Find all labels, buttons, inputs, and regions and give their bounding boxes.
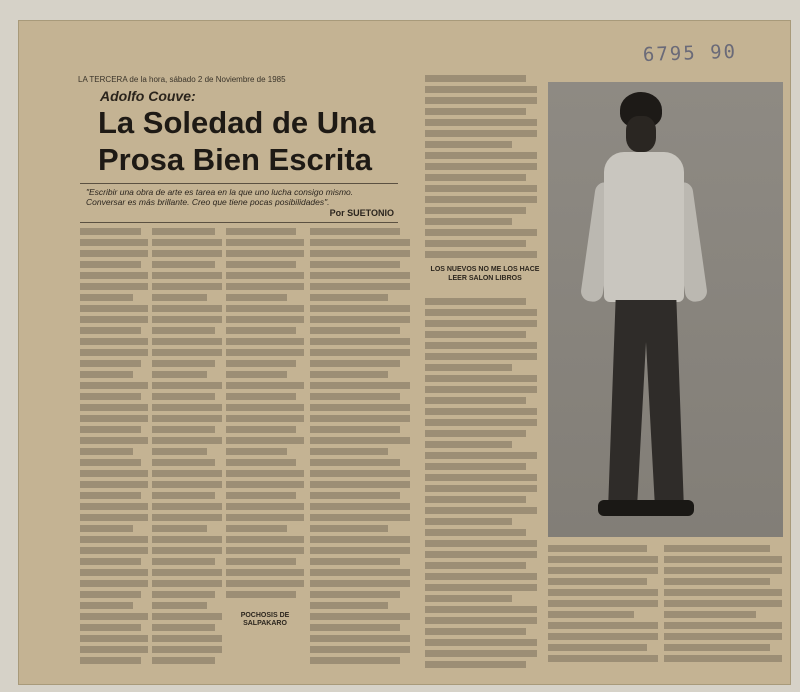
byline: Por SUETONIO <box>329 208 394 218</box>
body-text-line <box>226 415 304 422</box>
body-text-line <box>226 459 296 466</box>
body-text-line <box>80 602 133 609</box>
body-text-line <box>310 382 410 389</box>
body-text-line <box>152 437 222 444</box>
body-text-line <box>80 580 148 587</box>
body-text-line <box>80 547 148 554</box>
body-text-line <box>80 437 148 444</box>
body-text-line <box>425 595 512 602</box>
body-text-line <box>226 591 296 598</box>
headline <box>98 104 398 184</box>
body-text-line <box>152 272 222 279</box>
handwritten-archive-number: 6795 90 <box>642 40 738 67</box>
text-column-1 <box>80 228 148 678</box>
body-text-line <box>664 578 770 585</box>
body-text-line <box>664 655 782 662</box>
body-text-line <box>425 551 537 558</box>
body-text-line <box>425 152 537 159</box>
body-text-line <box>425 141 512 148</box>
body-text-line <box>310 426 400 433</box>
body-text-line <box>664 611 756 618</box>
body-text-line <box>80 558 141 565</box>
body-text-line <box>80 305 148 312</box>
text-column-4 <box>310 228 410 678</box>
body-text-line <box>80 250 148 257</box>
body-text-line <box>425 353 537 360</box>
body-text-line <box>226 525 287 532</box>
body-text-line <box>152 613 222 620</box>
body-text-line <box>310 228 400 235</box>
body-text-line <box>425 309 537 316</box>
body-text-line <box>310 470 410 477</box>
headline-line-2: Prosa Bien Escrita <box>98 142 372 177</box>
body-text-line <box>152 503 222 510</box>
body-text-line <box>80 316 148 323</box>
body-text-line <box>310 316 410 323</box>
body-text-line <box>425 628 526 635</box>
body-text-line <box>152 492 215 499</box>
body-text-line <box>80 415 148 422</box>
photo-figure-shirt <box>604 152 684 302</box>
body-text-line <box>152 239 222 246</box>
body-text-line <box>310 503 410 510</box>
body-text-line <box>548 556 658 563</box>
body-text-line <box>425 408 537 415</box>
body-text-line <box>425 185 537 192</box>
body-text-line <box>425 298 526 305</box>
body-text-line <box>310 393 400 400</box>
body-text-line <box>226 448 287 455</box>
body-text-line <box>310 657 400 664</box>
body-text-line <box>80 525 133 532</box>
body-text-line <box>152 569 222 576</box>
body-text-line <box>80 646 148 653</box>
body-text-line <box>152 514 222 521</box>
body-text-line <box>664 545 770 552</box>
body-text-line <box>80 591 141 598</box>
body-text-line <box>80 239 148 246</box>
body-text-line <box>152 349 222 356</box>
body-text-line <box>548 655 658 662</box>
body-text-line <box>310 327 400 334</box>
body-text-line <box>80 503 148 510</box>
body-text-line <box>226 338 304 345</box>
body-text-line <box>226 481 304 488</box>
body-text-line <box>425 463 526 470</box>
body-text-line <box>80 426 141 433</box>
body-text-line <box>152 338 222 345</box>
body-text-line <box>226 503 304 510</box>
text-column-2 <box>152 228 222 678</box>
body-text-line <box>425 639 537 646</box>
body-text-line <box>310 360 400 367</box>
body-text-line <box>425 119 537 126</box>
body-text-line <box>152 283 222 290</box>
body-text-line <box>425 606 537 613</box>
body-text-line <box>226 437 304 444</box>
body-text-line <box>152 404 222 411</box>
body-text-line <box>226 250 304 257</box>
body-text-line <box>226 492 296 499</box>
body-text-line <box>425 584 537 591</box>
body-text-line <box>310 624 400 631</box>
body-text-line <box>226 327 296 334</box>
body-text-line <box>152 261 215 268</box>
body-text-line <box>80 459 141 466</box>
body-text-line <box>152 426 215 433</box>
body-text-line <box>226 382 304 389</box>
body-text-line <box>310 437 410 444</box>
body-text-line <box>80 492 141 499</box>
body-text-line <box>310 602 388 609</box>
body-text-line <box>226 239 304 246</box>
body-text-line <box>226 580 304 587</box>
pull-quote-box <box>80 183 398 223</box>
body-text-line <box>80 228 141 235</box>
body-text-line <box>310 481 410 488</box>
body-text-line <box>152 547 222 554</box>
body-text-line <box>425 331 526 338</box>
body-text-line <box>152 228 215 235</box>
body-text-line <box>425 485 537 492</box>
body-text-line <box>152 481 222 488</box>
body-text-line <box>548 578 647 585</box>
body-text-line <box>80 349 148 356</box>
body-text-line <box>425 375 537 382</box>
body-text-line <box>310 239 410 246</box>
body-text-line <box>152 415 222 422</box>
body-text-line <box>152 470 222 477</box>
body-text-line <box>152 536 222 543</box>
body-text-line <box>548 545 647 552</box>
body-text-line <box>425 617 537 624</box>
body-text-line <box>152 393 215 400</box>
body-text-line <box>80 261 141 268</box>
body-text-line <box>152 360 215 367</box>
portrait-photo <box>548 82 783 537</box>
body-text-line <box>310 646 410 653</box>
body-text-line <box>548 567 658 574</box>
body-text-line <box>80 371 133 378</box>
body-text-line <box>310 272 410 279</box>
body-text-line <box>664 600 782 607</box>
body-text-line <box>664 556 782 563</box>
body-text-line <box>425 562 526 569</box>
body-text-line <box>152 294 207 301</box>
body-text-line <box>80 635 148 642</box>
body-text-line <box>310 459 400 466</box>
body-text-line <box>425 430 526 437</box>
body-text-line <box>425 97 537 104</box>
body-text-line <box>226 547 304 554</box>
body-text-line <box>425 474 537 481</box>
body-text-line <box>80 327 141 334</box>
body-text-line <box>152 580 222 587</box>
body-text-line <box>425 240 526 247</box>
body-text-line <box>310 283 410 290</box>
body-text-line <box>425 320 537 327</box>
text-column-3 <box>226 228 304 608</box>
text-column-7 <box>664 545 782 675</box>
body-text-line <box>80 272 148 279</box>
body-text-line <box>310 558 400 565</box>
body-text-line <box>664 567 782 574</box>
body-text-line <box>310 569 410 576</box>
body-text-line <box>425 518 512 525</box>
body-text-line <box>664 644 770 651</box>
body-text-line <box>425 452 537 459</box>
body-text-line <box>664 589 782 596</box>
body-text-line <box>80 514 148 521</box>
body-text-line <box>310 635 410 642</box>
body-text-line <box>425 496 526 503</box>
body-text-line <box>80 393 141 400</box>
body-text-line <box>310 492 400 499</box>
body-text-line <box>226 305 304 312</box>
body-text-line <box>226 470 304 477</box>
body-text-line <box>548 589 658 596</box>
body-text-line <box>425 218 512 225</box>
body-text-line <box>425 207 526 214</box>
body-text-line <box>152 316 222 323</box>
body-text-line <box>310 371 388 378</box>
body-text-line <box>310 525 388 532</box>
body-text-line <box>80 657 141 664</box>
body-text-line <box>80 470 148 477</box>
headline-line-1: La Soledad de Una <box>98 105 376 140</box>
body-text-line <box>425 229 537 236</box>
body-text-line <box>152 382 222 389</box>
body-text-line <box>152 635 222 642</box>
body-text-line <box>226 558 296 565</box>
body-text-line <box>310 514 410 521</box>
body-text-line <box>310 613 410 620</box>
body-text-line <box>425 573 537 580</box>
body-text-line <box>80 294 133 301</box>
body-text-line <box>152 525 207 532</box>
body-text-line <box>310 547 410 554</box>
body-text-line <box>152 558 215 565</box>
body-text-line <box>152 591 215 598</box>
body-text-line <box>425 364 512 371</box>
body-text-line <box>425 540 537 547</box>
body-text-line <box>152 305 222 312</box>
body-text-line <box>80 283 148 290</box>
body-text-line <box>226 294 287 301</box>
body-text-line <box>226 360 296 367</box>
body-text-line <box>80 448 133 455</box>
body-text-line <box>425 419 537 426</box>
body-text-line <box>80 624 141 631</box>
body-text-line <box>226 536 304 543</box>
body-text-line <box>152 371 207 378</box>
subhead-right: LOS NUEVOS NO ME LOS HACE LEER SALON LIBROS <box>430 266 540 282</box>
body-text-line <box>425 650 537 657</box>
dateline: LA TERCERA de la hora, sábado 2 de Noviembre de 1985 <box>78 75 286 84</box>
body-text-line <box>80 338 148 345</box>
body-text-line <box>310 261 400 268</box>
body-text-line <box>226 349 304 356</box>
body-text-line <box>226 514 304 521</box>
body-text-line <box>152 250 222 257</box>
body-text-line <box>425 386 537 393</box>
text-column-6 <box>548 545 658 675</box>
body-text-line <box>664 622 782 629</box>
body-text-line <box>226 404 304 411</box>
body-text-line <box>425 174 526 181</box>
body-text-line <box>310 305 410 312</box>
body-text-line <box>152 646 222 653</box>
body-text-line <box>425 86 537 93</box>
photo-figure-shoes <box>598 500 694 516</box>
body-text-line <box>425 130 537 137</box>
body-text-line <box>152 327 215 334</box>
body-text-line <box>152 657 215 664</box>
body-text-line <box>548 644 647 651</box>
body-text-line <box>226 228 296 235</box>
body-text-line <box>152 459 215 466</box>
body-text-line <box>310 580 410 587</box>
body-text-line <box>310 338 410 345</box>
body-text-line <box>226 426 296 433</box>
text-column-5-bottom <box>425 298 537 678</box>
body-text-line <box>425 196 537 203</box>
body-text-line <box>425 441 512 448</box>
body-text-line <box>310 415 410 422</box>
body-text-line <box>425 507 537 514</box>
body-text-line <box>80 382 148 389</box>
body-text-line <box>310 448 388 455</box>
body-text-line <box>425 397 526 404</box>
body-text-line <box>425 529 526 536</box>
body-text-line <box>310 404 410 411</box>
body-text-line <box>226 569 304 576</box>
body-text-line <box>152 448 207 455</box>
body-text-line <box>310 591 400 598</box>
body-text-line <box>80 481 148 488</box>
photo-figure-face <box>626 116 656 152</box>
body-text-line <box>425 342 537 349</box>
body-text-line <box>226 283 304 290</box>
body-text-line <box>80 404 148 411</box>
body-text-line <box>152 624 215 631</box>
body-text-line <box>548 633 658 640</box>
body-text-line <box>80 613 148 620</box>
body-text-line <box>425 661 526 668</box>
body-text-line <box>80 360 141 367</box>
author-kicker: Adolfo Couve: <box>100 88 196 104</box>
body-text-line <box>548 600 658 607</box>
body-text-line <box>548 611 634 618</box>
body-text-line <box>226 371 287 378</box>
body-text-line <box>226 272 304 279</box>
body-text-line <box>226 261 296 268</box>
subhead-left: POCHOSIS DE SALPAKARO <box>240 612 290 627</box>
body-text-line <box>425 108 526 115</box>
body-text-line <box>310 349 410 356</box>
body-text-line <box>425 251 537 258</box>
body-text-line <box>664 633 782 640</box>
body-text-line <box>80 536 148 543</box>
text-column-5-top <box>425 75 537 263</box>
body-text-line <box>425 163 537 170</box>
body-text-line <box>310 294 388 301</box>
pull-quote-text: "Escribir una obra de arte es tarea en la que uno lucha consigo mismo. Conversar es más brillante. Creo que tiene pocas posibilidades". <box>86 187 354 207</box>
body-text-line <box>310 536 410 543</box>
body-text-line <box>152 602 207 609</box>
body-text-line <box>80 569 148 576</box>
body-text-line <box>425 75 526 82</box>
body-text-line <box>310 250 410 257</box>
body-text-line <box>226 393 296 400</box>
body-text-line <box>226 316 304 323</box>
body-text-line <box>548 622 658 629</box>
